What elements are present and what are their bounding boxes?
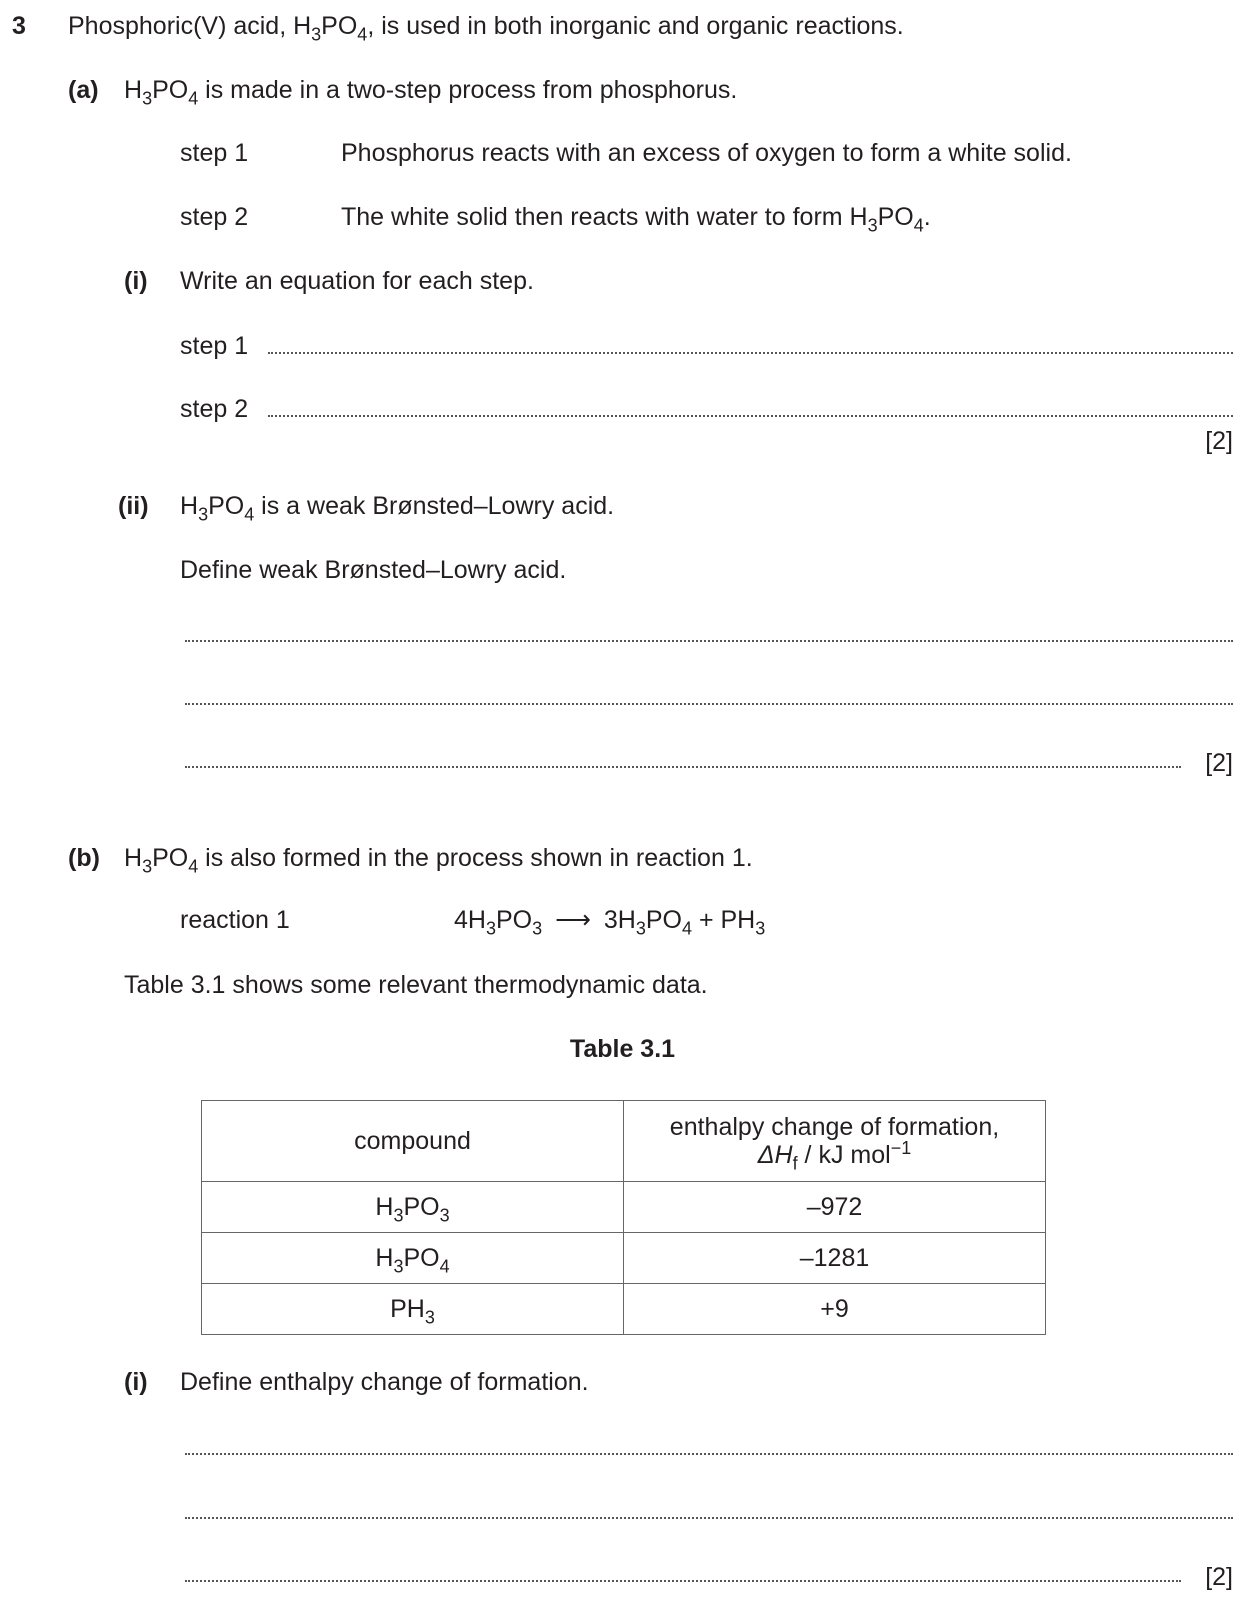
- table-row: [202, 1182, 1046, 1233]
- part-a-i-text: Write an equation for each step.: [180, 267, 534, 295]
- table-intro: Table 3.1 shows some relevant thermodynamic data.: [124, 971, 708, 999]
- answer-step-1-label: step 1: [180, 332, 249, 360]
- answer-line[interactable]: [185, 1517, 1233, 1519]
- part-b-i-text: Define enthalpy change of formation.: [180, 1368, 589, 1396]
- table-title: Table 3.1: [569, 1035, 676, 1063]
- part-a-ii-text: $H_3PO_4$ is a weak Brønsted–Lowry acid.: [180, 492, 615, 525]
- compound-cell: $H_3PO_3$: [202, 1182, 624, 1233]
- compound-cell: $PH_3$: [202, 1284, 624, 1335]
- header-enthalpy: enthalpy change of formation, $\Delta H_f$ / kJ mol$^{-1}$: [624, 1101, 1046, 1182]
- part-a-ii-label: (ii): [118, 492, 149, 520]
- question-number: 3: [12, 12, 26, 40]
- part-a-label: (a): [68, 76, 99, 104]
- marks: [2]: [1205, 427, 1233, 455]
- reaction-label: reaction 1: [180, 906, 290, 934]
- part-a-ii-prompt: Define weak Brønsted–Lowry acid.: [180, 556, 567, 584]
- arrow-icon: ⟶: [555, 906, 591, 934]
- compound-cell: $H_3PO_4$: [202, 1233, 624, 1284]
- answer-line-step-2[interactable]: [268, 415, 1233, 417]
- step-1-text: Phosphorus reacts with an excess of oxygen to form a white solid.: [341, 139, 1072, 167]
- enthalpy-cell: +9: [624, 1284, 1046, 1335]
- enthalpy-cell: –972: [624, 1182, 1046, 1233]
- answer-step-2-label: step 2: [180, 395, 249, 423]
- answer-line[interactable]: [185, 640, 1233, 642]
- answer-line[interactable]: [185, 1453, 1233, 1455]
- part-a-text: $H_3PO_4$ is made in a two-step process from phosphorus.: [124, 76, 738, 109]
- step-1-label: step 1: [180, 139, 249, 167]
- part-b-i-label: (i): [124, 1368, 148, 1396]
- step-2-text: The white solid then reacts with water to form $H_3PO_4$.: [341, 203, 931, 236]
- part-b-label: (b): [68, 844, 100, 872]
- step-2-label: step 2: [180, 203, 249, 231]
- question-intro: Phosphoric(V) acid, $H_3PO_4$, is used in both inorganic and organic reactions.: [68, 12, 904, 45]
- marks: [2]: [1205, 1563, 1233, 1591]
- header-compound: compound: [202, 1101, 624, 1182]
- marks: [2]: [1205, 749, 1233, 777]
- part-a-i-label: (i): [124, 267, 148, 295]
- table-row: [202, 1284, 1046, 1335]
- answer-line-step-1[interactable]: [268, 352, 1233, 354]
- enthalpy-cell: –1281: [624, 1233, 1046, 1284]
- thermodynamic-data-table: [201, 1100, 1046, 1335]
- answer-line[interactable]: [185, 766, 1181, 768]
- answer-line[interactable]: [185, 703, 1233, 705]
- answer-line[interactable]: [185, 1580, 1181, 1582]
- part-b-text: $H_3PO_4$ is also formed in the process shown in reaction 1.: [124, 844, 753, 877]
- table-row: [202, 1233, 1046, 1284]
- reaction-equation: $4H_3PO_3$ ⟶ $3H_3PO_4 + PH_3$: [454, 906, 766, 939]
